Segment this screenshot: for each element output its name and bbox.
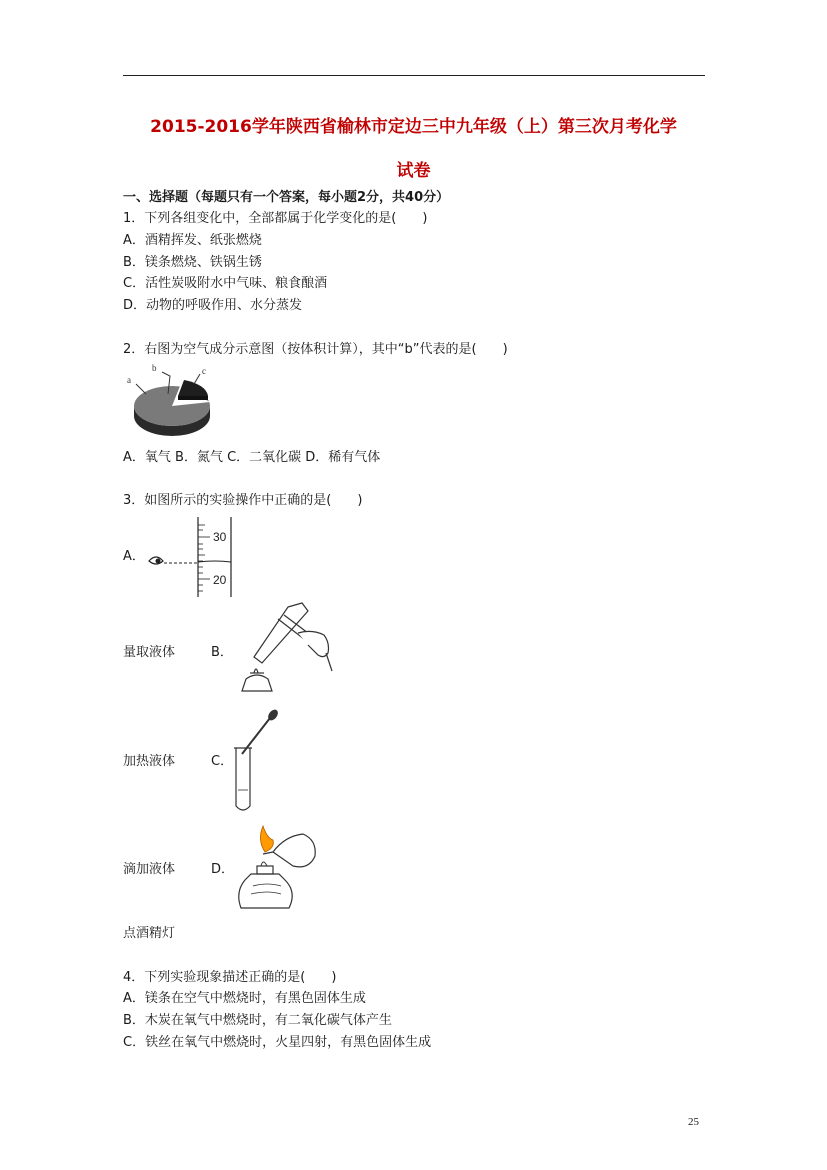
- q4-option-a: A．镁条在空气中燃烧时，有黑色固体生成: [123, 991, 366, 1006]
- q1-option-c: C．活性炭吸附水中气味、粮食酿酒: [123, 276, 328, 291]
- label-a-leader: [136, 384, 146, 394]
- pie-label-c: c: [202, 366, 206, 376]
- dropper-test-tube-figure: [230, 708, 290, 814]
- q1-option-b: B．镁条燃烧、铁锅生锈: [123, 255, 262, 270]
- page-title-line1: 2015-2016学年陕西省榆林市定边三中九年级（上）第三次月考化学: [150, 117, 677, 137]
- q1-option-a: A．酒精挥发、纸张燃烧: [123, 233, 262, 248]
- q4-stem: 4．下列实验现象描述正确的是( ): [123, 970, 337, 985]
- q3-a-caption: 量取液体: [123, 645, 176, 660]
- section-heading: 一、选择题（每题只有一个答案，每小题2分，共40分）: [123, 190, 450, 205]
- q3-a-label: A．: [123, 549, 145, 564]
- page-number: 25: [688, 1116, 699, 1128]
- q1-stem: 1．下列各组变化中，全部都属于化学变化的是( ): [123, 211, 428, 226]
- q3-d-label: D．: [211, 862, 235, 877]
- pie-label-a: a: [127, 375, 131, 385]
- header-rule: [123, 75, 705, 76]
- scale-label-20: 20: [213, 573, 227, 587]
- q2-stem: 2．右图为空气成分示意图（按体积计算），其中“b”代表的是( ): [123, 342, 508, 357]
- pie-label-b: b: [152, 363, 157, 373]
- heating-liquid-figure: [232, 603, 342, 698]
- q1-option-d: D．动物的呼吸作用、水分蒸发: [123, 298, 303, 313]
- q3-b-label: B．: [211, 645, 233, 660]
- alcohol-lamp-figure: [233, 822, 323, 917]
- air-composition-pie-figure: [120, 360, 220, 445]
- q3-stem: 3．如图所示的实验操作中正确的是( ): [123, 493, 363, 508]
- label-c-leader: [194, 374, 200, 384]
- q4-option-c: C．铁丝在氧气中燃烧时，火星四射，有黑色固体生成: [123, 1035, 432, 1050]
- q2-options: A．氧气 B．氮气 C．二氧化碳 D．稀有气体: [123, 450, 381, 465]
- q3-c-label: C．: [211, 754, 234, 769]
- q3-b-caption: 加热液体: [123, 754, 176, 769]
- q3-d-caption: 点酒精灯: [123, 926, 176, 941]
- graduated-cylinder-figure: [145, 515, 240, 600]
- q4-option-b: B．木炭在氧气中燃烧时，有二氧化碳气体产生: [123, 1013, 392, 1028]
- flame-icon: [260, 826, 273, 852]
- page-title-line2: 试卷: [396, 161, 431, 181]
- scale-label-30: 30: [213, 530, 227, 544]
- q3-c-caption: 滴加液体: [123, 862, 176, 877]
